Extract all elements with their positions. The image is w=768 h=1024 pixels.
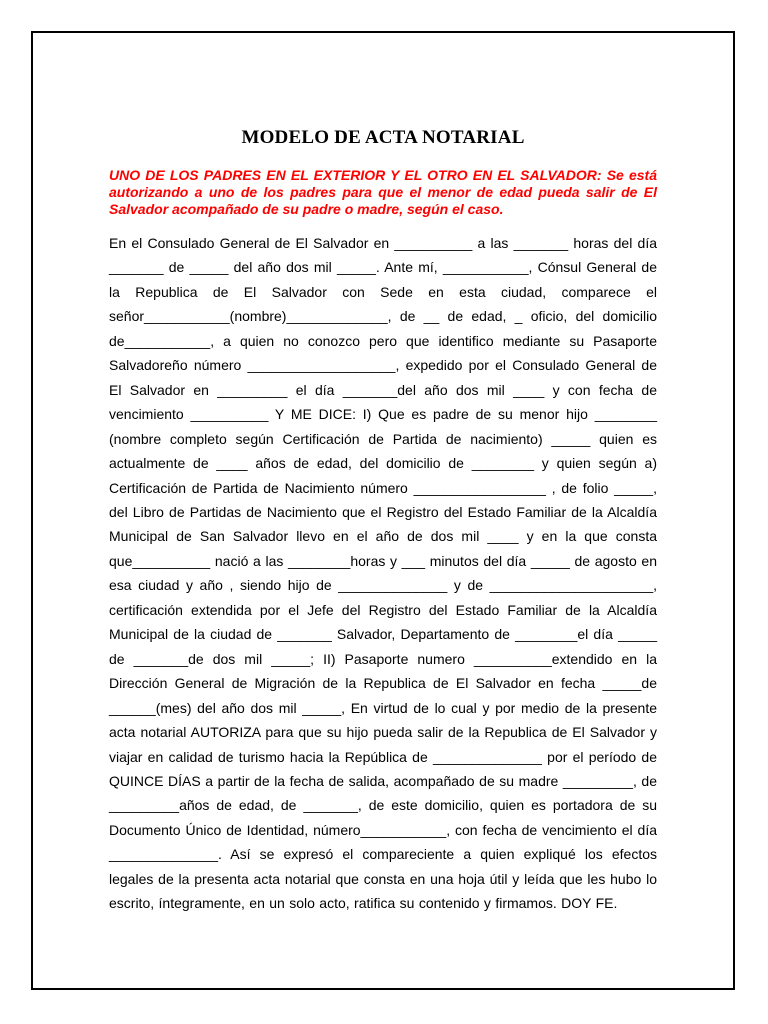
document-subtitle: UNO DE LOS PADRES EN EL EXTERIOR Y EL OTRO EN EL SALVADOR: Se está autorizando a uno de los padres para que el menor de edad pueda salir de El Salvador acompañado de su padre o madre, según el caso. — [109, 167, 657, 217]
document-body: En el Consulado General de El Salvador en __________ a las _______ horas del día _______ de _____ del año dos mil _____. Ante mí, ___________, Cónsul General de la Republica de El Salvador con Sede en esta ciudad, comparece el señor___________(nombre)_____________, de __ de edad, _ oficio, del domicilio de___________, a quien no conozco pero que identifico mediante su Pasaporte Salvadoreño número ___________________, expedido por el Consulado General de El Salvador en _________ el día _______del año dos mil ____ y con fecha de vencimiento __________ Y ME DICE: I) Que es padre de su menor hijo ________ (nombre completo según Certificación de Partida de nacimiento) _____ quien es actualmente de ____ años de edad, del domicilio de ________ y quien según a) Certificación de Partida de Nacimiento número _________________ , de folio _____, del Libro de Partidas de Nacimiento que el Registro del Estado Familiar de la Alcaldía Municipal de San Salvador llevo en el año de dos mil ____ y en la que consta que__________ nació a las ________horas y ___ minutos del día _____ de agosto en esa ciudad y año , siendo hijo de ______________ y de _____________________, certificación extendida por el Jefe del Registro del Estado Familiar de la Alcaldía Municipal de la ciudad de _______ Salvador, Departamento de ________el día _____ de _______de dos mil _____; II) Pasaporte numero __________extendido en la Dirección General de Migración de la Republica de El Salvador en fecha _____de ______(mes) del año dos mil _____, En virtud de lo cual y por medio de la presente acta notarial AUTORIZA para que su hijo pueda salir de la Republica de El Salvador y viajar en calidad de turismo hacia la República de ______________ por el período de QUINCE DÍAS a partir de la fecha de salida, acompañado de su madre _________, de _________años de edad, de _______, de este domicilio, quien es portadora de su Documento Único de Identidad, número___________, con fecha de vencimiento el día ______________. Así se expresó el compareciente a quien expliqué los efectos legales de la presenta acta notarial que consta en una hoja útil y leída que les hubo lo escrito, íntegramente, en un solo acto, ratifica su contenido y firmamos. DOY FE. — [109, 235, 657, 912]
document-page — [31, 31, 735, 990]
document-title: MODELO DE ACTA NOTARIAL — [241, 127, 525, 148]
